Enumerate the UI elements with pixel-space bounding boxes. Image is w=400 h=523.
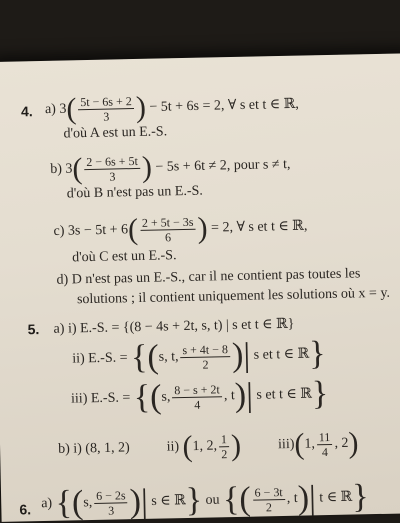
q6a-s2-numerator: 6 − 3t: [252, 484, 284, 500]
q5a-i-label: i): [67, 321, 77, 337]
open-paren-icon: (: [239, 480, 252, 518]
question-4-number: 4.: [20, 103, 33, 120]
q6a-s1-numerator: 6 − 2s: [94, 488, 128, 504]
close-paren-icon: ): [197, 211, 208, 245]
q4b-rest: − 5s + 6t ≠ 2, pour s ≠ t,: [155, 156, 291, 175]
q5a-ii-denominator: 2: [202, 357, 209, 372]
q5b-ii-fraction: [219, 432, 230, 461]
open-paren-icon: (: [294, 427, 305, 461]
close-paren-icon: ): [234, 376, 247, 414]
q4a-coef: 3: [59, 101, 67, 117]
q6a-s1-fraction: [94, 488, 128, 518]
q5a-iii-prefix: s,: [161, 389, 171, 405]
close-brace-icon: }: [311, 375, 329, 413]
q4c-numerator: 2 + 5t − 3s: [140, 214, 196, 230]
close-brace-icon: }: [351, 478, 369, 516]
q5b-iii-suffix: , 2: [334, 435, 349, 452]
q5b-iii-label: iii): [277, 436, 295, 453]
q4c-equation: [53, 211, 307, 246]
q6a-s1-denominator: 3: [107, 503, 115, 518]
q4c-fraction: [140, 214, 196, 244]
q4c-conclusion: d'où C est un E.-S.: [71, 248, 177, 266]
q5b-label: b): [57, 441, 70, 457]
open-paren-icon: (: [71, 484, 84, 522]
q5a-iii-cond: s et t ∈ ℝ: [256, 386, 313, 403]
q5b-i-label: i): [73, 441, 83, 457]
q4c-label: c): [53, 223, 65, 239]
q4d-line2: solutions ; il contient uniquement les solutions où x = y.: [76, 285, 391, 308]
q4c-lhs: 3s − 5t + 6: [67, 222, 129, 239]
q4b-fraction: [84, 153, 140, 183]
question-5-number: 5.: [27, 321, 40, 338]
open-brace-icon: {: [133, 378, 151, 417]
q4b-equation: [50, 150, 291, 185]
close-paren-icon: ): [348, 426, 359, 460]
q5b-ii-numerator: 1: [219, 432, 229, 447]
q5a-label: a): [53, 321, 65, 337]
q5a-ii-fraction: [180, 342, 230, 372]
q5b-iii-numerator: 11: [317, 429, 333, 444]
open-paren-icon: (: [182, 429, 193, 464]
close-paren-icon: ): [129, 482, 142, 521]
q4d-text1: D n'est pas un E.-S., car il ne contient pas toutes les: [71, 266, 361, 288]
q4b-denominator: 3: [109, 168, 116, 184]
q4a-conclusion: d'où A est un E.-S.: [63, 124, 168, 142]
open-paren-icon: (: [127, 212, 139, 247]
q4a-rest: − 5t + 6s = 2, ∀ s et t ∈ ℝ,: [149, 96, 299, 115]
q6a-s2-suffix: , t: [286, 490, 298, 507]
q4c-denominator: 6: [164, 229, 172, 244]
bar-icon: |: [243, 336, 251, 374]
bar-icon: |: [308, 479, 317, 517]
q5a-ii-prefix: s, t,: [158, 349, 179, 365]
q6a-ou: ou: [205, 492, 220, 508]
q4a-fraction: [78, 94, 134, 124]
open-paren-icon: (: [66, 92, 77, 126]
q5b-iii-prefix: 1,: [304, 436, 316, 452]
q5a-iii-suffix: , t: [223, 388, 235, 404]
close-paren-icon: ): [230, 428, 242, 463]
q5a-ii-numerator: s + 4t − 8: [180, 342, 230, 358]
q5a-i-line: [53, 316, 294, 338]
close-brace-icon: }: [308, 335, 326, 373]
q4a-denominator: 3: [103, 109, 110, 124]
q5b-ii-label: ii): [166, 439, 180, 455]
q5a-ii-cond: s et t ∈ ℝ: [253, 346, 310, 363]
open-brace-icon: {: [130, 338, 148, 377]
q6a-s2-denominator: 2: [265, 499, 273, 514]
q5b-ii-prefix: 1, 2,: [192, 438, 218, 455]
q4a-label: a): [44, 101, 57, 118]
q5b-i-value: (8, 1, 2): [85, 440, 130, 457]
q5b-iii-fraction: [317, 429, 333, 458]
open-paren-icon: (: [147, 338, 160, 376]
q4c-rest: = 2, ∀ s et t ∈ ℝ,: [210, 218, 308, 236]
q4b-conclusion: d'où B n'est pas un E.-S.: [66, 183, 204, 202]
q5a-ii-label: ii) E.-S. =: [72, 350, 128, 367]
q4d-label: d): [56, 272, 69, 288]
bar-icon: |: [140, 482, 149, 520]
close-paren-icon: ): [141, 150, 153, 184]
q5a-iii-line: [71, 377, 329, 416]
q6a-label: a): [41, 496, 53, 512]
q5a-ii-line: [72, 337, 326, 376]
q5a-iii-fraction: [172, 382, 222, 412]
q6a-s1-prefix: s,: [83, 495, 93, 511]
open-paren-icon: (: [72, 152, 83, 186]
q5a-i-text: E.-S. = {(8 − 4s + 2t, s, t) | s et t ∈ ℝ}: [79, 316, 295, 337]
q6a-line: [41, 480, 369, 521]
q4a-numerator: 5t − 6s + 2: [78, 94, 134, 110]
close-brace-icon: }: [185, 481, 203, 520]
q4b-numerator: 2 − 6s + 5t: [84, 153, 140, 169]
close-paren-icon: ): [231, 336, 244, 375]
q5b-line: [58, 428, 359, 464]
open-brace-icon: {: [222, 480, 240, 519]
q6a-s2-cond: t ∈ ℝ: [319, 489, 353, 506]
q5b-iii-denominator: 4: [321, 444, 329, 459]
bar-icon: |: [245, 376, 254, 414]
q5a-iii-numerator: 8 − s + 2t: [172, 382, 222, 398]
q4d-line1: [56, 266, 360, 288]
q6a-s2-fraction: [252, 484, 285, 514]
question-6-number: 6.: [19, 501, 32, 518]
q5a-iii-denominator: 4: [194, 397, 201, 412]
open-brace-icon: {: [55, 484, 73, 522]
open-paren-icon: (: [149, 378, 162, 416]
close-paren-icon: ): [135, 90, 147, 124]
q4a-equation: [45, 90, 299, 125]
q4b-coef: 3: [65, 161, 73, 177]
q5a-iii-label: iii) E.-S. =: [70, 390, 131, 407]
textbook-page: [0, 53, 400, 522]
close-paren-icon: ): [297, 479, 310, 517]
q4b-label: b): [50, 161, 63, 178]
q6a-s1-cond: s ∈ ℝ: [151, 493, 186, 509]
q5b-ii-denominator: 2: [221, 446, 228, 461]
